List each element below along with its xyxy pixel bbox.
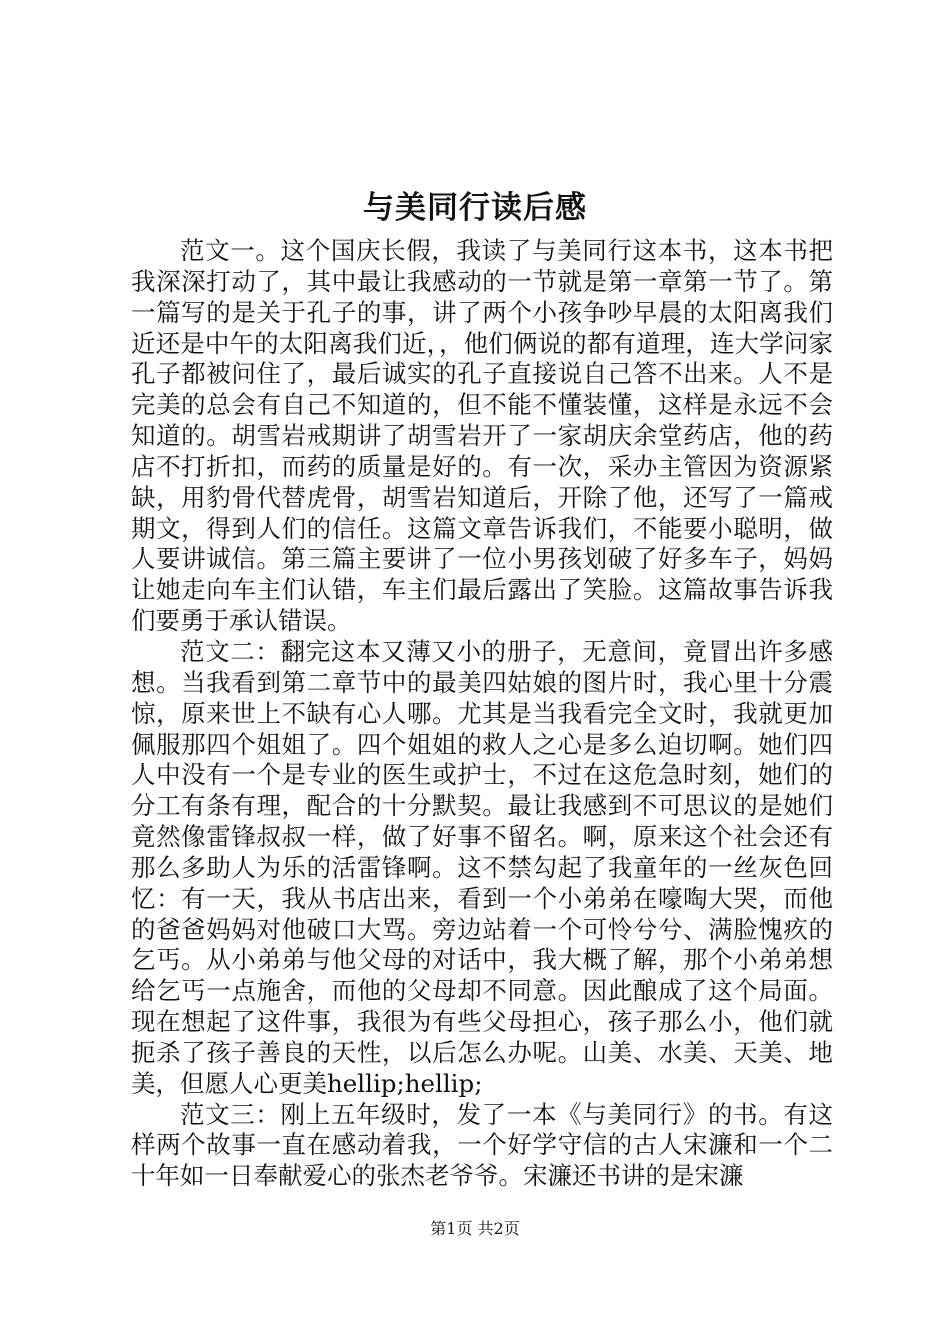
paragraph-3: 范文三：刚上五年级时，发了一本《与美同行》的书。有这样两个故事一直在感动着我，一个好学守信的古人宋濂和一个二十年如一日奉献爱心的张杰老爷爷。宋濂还书讲的是宋濂 [131, 1099, 833, 1191]
document-title: 与美同行读后感 [363, 190, 587, 226]
paragraph-2: 范文二：翻完这本又薄又小的册子，无意间，竟冒出许多感想。当我看到第二章节中的最美四姑娘的图片时，我心里十分震惊，原来世上不缺有心人哪。尤其是当我看完全文时，我就更加佩服那四个姐姐了。四个姐姐的救人之心是多么迫切啊。她们四人中没有一个是专业的医生或护士，不过在这危急时刻，她们的分工有条有理，配合的十分默契。最让我感到不可思议的是她们竟然像雷锋叔叔一样，做了好事不留名。啊，原来这个社会还有那么多助人为乐的活雷锋啊。这不禁勾起了我童年的一丝灰色回忆：有一天，我从书店出来，看到一个小弟弟在嚎啕大哭，而他的爸爸妈妈对他破口大骂。旁边站着一个可怜兮兮、满脸愧疚的乞丐。从小弟弟与他父母的对话中，我大概了解，那个小弟弟想给乞丐一点施舍，而他的父母却不同意。因此酿成了这个局面。现在想起了这件事，我很为有些父母担心，孩子那么小，他们就扼杀了孩子善良的天性，以后怎么办呢。山美、水美、天美、地美，但愿人心更美hellip;hellip; [131, 636, 833, 1098]
paragraph-1: 范文一。这个国庆长假，我读了与美同行这本书，这本书把我深深打动了，其中最让我感动的一节就是第一章第一节了。第一篇写的是关于孔子的事，讲了两个小孩争吵早晨的太阳离我们近还是中午的太阳离我们近，，他们俩说的都有道理，连大学问家孔子都被问住了，最后诚实的孔子直接说自己答不出来。人不是完美的总会有自己不知道的，但不能不懂装懂，这样是永远不会知道的。胡雪岩戒期讲了胡雪岩开了一家胡庆余堂药店，他的药店不打折扣，而药的质量是好的。有一次，采办主管因为资源紧缺，用豹骨代替虎骨，胡雪岩知道后，开除了他，还写了一篇戒期文，得到人们的信任。这篇文章告诉我们，不能要小聪明，做人要讲诚信。第三篇主要讲了一位小男孩划破了好多车子，妈妈让她走向车主们认错，车主们最后露出了笑脸。这篇故事告诉我们要勇于承认错误。 [131, 236, 833, 636]
document-body [131, 236, 833, 1192]
page-number-footer: 第1页 共2页 [430, 1219, 520, 1238]
